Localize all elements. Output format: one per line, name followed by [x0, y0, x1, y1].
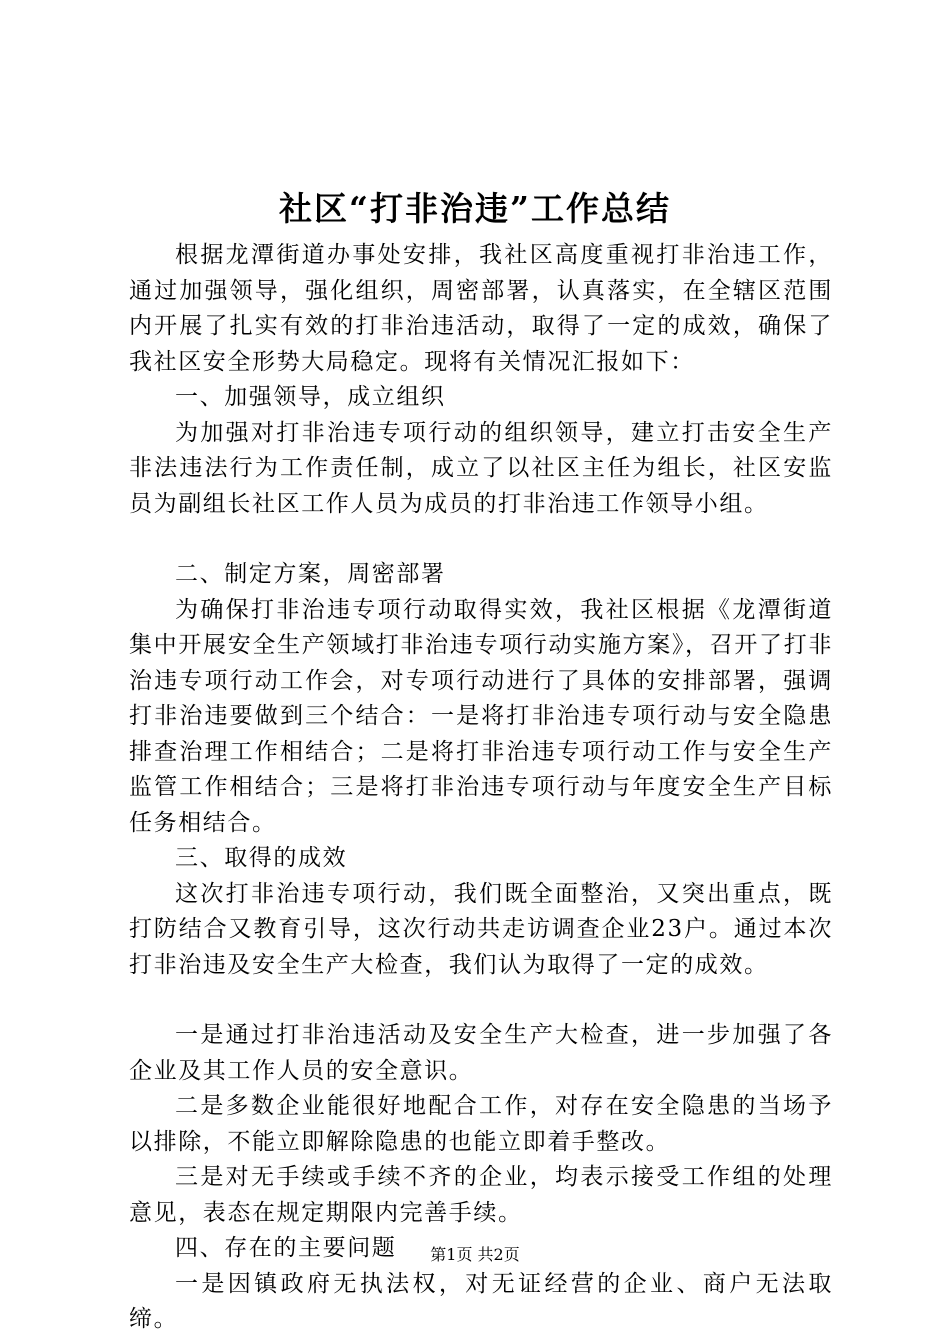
document-title: 社区“打非治违”工作总结 [279, 189, 671, 228]
result-item-3: 三是对无手续或手续不齐的企业，均表示接受工作组的处理意见，表态在规定期限内完善手续。 [129, 1164, 833, 1226]
section-paragraph-3: 这次打非治违专项行动，我们既全面整治，又突出重点，既打防结合又教育引导，这次行动共走访调查企业23户。通过本次打非治违及安全生产大检查，我们认为取得了一定的成效。 [129, 880, 833, 978]
section-heading-1: 一、加强领导，成立组织 [175, 384, 446, 410]
problem-item-1: 一是因镇政府无执法权，对无证经营的企业、商户无法取缔。 [129, 1270, 833, 1332]
section-heading-2: 二、制定方案，周密部署 [175, 561, 446, 587]
section-heading-4: 四、存在的主要问题 [175, 1235, 397, 1261]
section-paragraph-2: 为确保打非治违专项行动取得实效，我社区根据《龙潭街道集中开展安全生产领域打非治违专项行动实施方案》，召开了打非治违专项行动工作会，对专项行动进行了具体的安排部署，强调打非治违要做到三个结合：一是将打非治违专项行动与安全隐患排查治理工作相结合；二是将打非治违专项行动工作与安全生产监管工作相结合；三是将打非治违专项行动与年度安全生产目标任务相结合。 [129, 596, 833, 836]
result-item-2: 二是多数企业能很好地配合工作，对存在安全隐患的当场予以排除，不能立即解除隐患的也能立即着手整改。 [129, 1093, 833, 1155]
result-item-1: 一是通过打非治违活动及安全生产大检查，进一步加强了各企业及其工作人员的安全意识。 [129, 1022, 833, 1084]
document-body [129, 238, 833, 1338]
intro-paragraph: 根据龙潭街道办事处安排，我社区高度重视打非治违工作，通过加强领导，强化组织，周密部署，认真落实，在全辖区范围内开展了扎实有效的打非治违活动，取得了一定的成效，确保了我社区安全形势大局稳定。现将有关情况汇报如下： [129, 242, 833, 375]
section-heading-3: 三、取得的成效 [175, 845, 348, 871]
page-footer: 第1页 共2页 [430, 1245, 520, 1264]
section-paragraph-1: 为加强对打非治违专项行动的组织领导，建立打击安全生产非法违法行为工作责任制，成立了以社区主任为组长，社区安监员为副组长社区工作人员为成员的打非治违工作领导小组。 [129, 419, 833, 517]
